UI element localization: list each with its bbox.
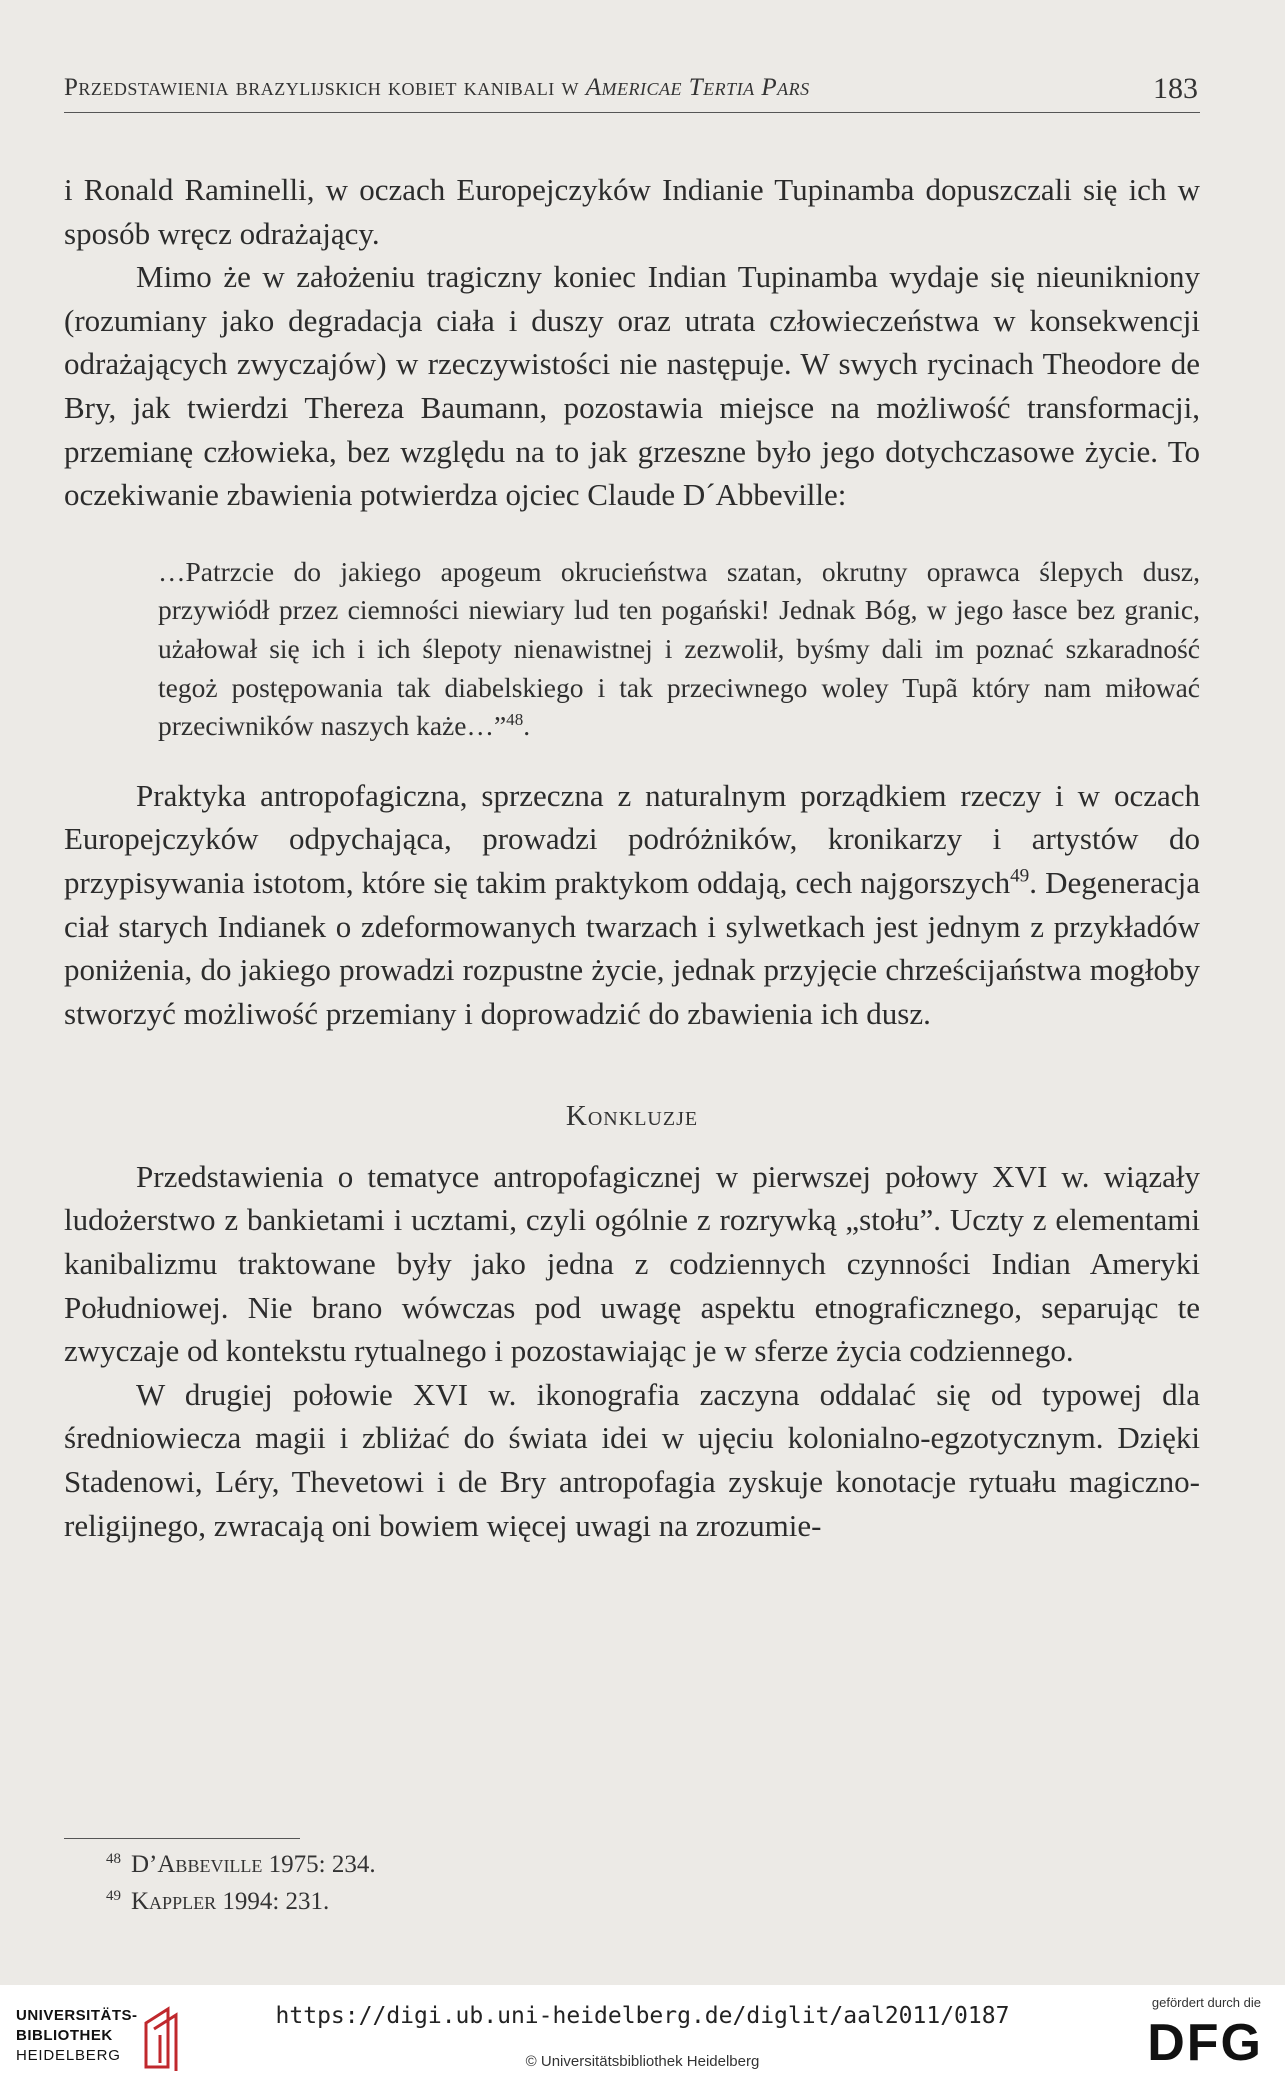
- footnote-ref: 1975: 234.: [262, 1851, 376, 1878]
- viewer-footer: [0, 1985, 1285, 2089]
- dfg-tagline: gefördert durch die: [1151, 1995, 1261, 2010]
- footnote-49: [106, 1883, 376, 1920]
- paragraph-3-text: Praktyka antropofagiczna, sprzeczna z naturalnym porządkiem rzeczy i w oczach Europejczyków odpychająca, prowadzi podróżników, kronikarzy i artystów do przypisywania istotom, które się takim praktykom oddają, cech najgorszych: [64, 777, 1200, 900]
- page-number: 183: [1153, 72, 1198, 105]
- footnote-number: 49: [106, 1887, 121, 1904]
- footnote-author: Kappler: [131, 1888, 217, 1915]
- permalink-url[interactable]: [0, 2003, 1285, 2029]
- running-head: [64, 70, 1200, 113]
- footnote-number: 48: [106, 1850, 121, 1867]
- footnote-author: D’Abbeville: [131, 1851, 263, 1878]
- permalink-link[interactable]: https://digi.ub.uni-heidelberg.de/diglit/aal2011/0187: [275, 2003, 1010, 2029]
- paragraph-3: [64, 774, 1200, 1036]
- library-logo-line2: BIBLIOTHEK: [16, 2027, 113, 2044]
- quote-text: …Patrzcie do jakiego apogeum okrucieństwa szatan, okrutny oprawca ślepych dusz, przywiódł przez ciemności niewiary lud ten pogański! Jednak Bóg, w jego łasce bez granic, użałował się ich i ich ślepoty nienawistnej i zezwolił, byśmy dali im poznać szkaradność tegoż postępowania tak diabelskiego i tak przeciwnego woley Tupã który nam miłować przeciwników naszych każe…”: [158, 555, 1200, 742]
- paragraph-1: i Ronald Raminelli, w oczach Europejczyków Indianie Tupinamba dopuszczali się ich w sposób wręcz odrażający.: [64, 172, 1200, 251]
- dfg-wordmark: DFG: [1147, 2014, 1263, 2072]
- running-title: [64, 74, 810, 102]
- paragraph-3-rest: . Degeneracja ciał starych Indianek o zdeformowanych twarzach i sylwetkach jest jednym z przykładów poniżenia, do jakiego prowadzi rozpustne życie, jednak przyjęcie chrześcijaństwa mogłoby stworzyć możliwość przemiany i doprowadzić do zbawienia ich dusz.: [64, 864, 1200, 1031]
- footnote-48: [106, 1846, 376, 1883]
- footnote-ref: 1994: 231.: [216, 1888, 330, 1915]
- section-heading: Konkluzje: [565, 1100, 699, 1133]
- running-title-main: Przedstawienia brazylijskich kobiet kanibali w: [64, 74, 586, 101]
- library-logo-line3: HEIDELBERG: [16, 2047, 121, 2064]
- paragraph-2: Mimo że w założeniu tragiczny koniec Indian Tupinamba wydaje się nieunikniony (rozumiany jako degradacja ciała i duszy oraz utrata człowieczeństwa w konsekwencji odrażających zwyczajów) w rzeczywistości nie następuje. W swych rycinach Theodore de Bry, jak twierdzi Thereza Baumann, pozostawia miejsce na możliwość transformacji, przemianę człowieka, bez względu na to jak grzeszne było jego dotychczasowe życie. To oczekiwanie zbawienia potwierdza ojciec Claude D´Abbeville:: [64, 259, 1200, 513]
- footnote-ref-49[interactable]: 49: [1010, 865, 1030, 887]
- footnotes: [106, 1846, 376, 1920]
- footnote-ref-48[interactable]: 48: [506, 709, 524, 729]
- body-text: [64, 168, 1200, 1547]
- block-quote: …Patrzcie do jakiego apogeum okrucieństwa szatan, okrutny oprawca ślepych dusz, przywiódł przez ciemności niewiary lud ten pogański! Jednak Bóg, w jego łasce bez granic, użałował się ich i ich ślepoty nienawistnej i zezwolił, byśmy dali im poznać szkaradność tegoż postępowania tak diabelskiego i tak przeciwnego woley Tupã który nam miłować przeciwników naszych każe…”$^{48}$.: [158, 555, 1200, 742]
- dfg-logo[interactable]: [1111, 1995, 1271, 2083]
- copyright-notice: © Universitätsbibliothek Heidelberg: [525, 2053, 760, 2070]
- library-logo-line1: UNIVERSITÄTS-: [16, 2007, 138, 2024]
- paragraph-4: Przedstawienia o tematyce antropofagicznej w pierwszej połowy XVI w. wiązały ludożerstwo z bankietami i ucztami, czyli ogólnie z rozrywką „stołu”. Uczty z elementami kanibalizmu traktowane były jako jedna z codziennych czynności Indian Ameryki Południowej. Nie brano wówczas pod uwagę aspektu etnograficznego, separując te zwyczaje od kontekstu rytualnego i pozostawiając je w sferze życia codziennego.: [64, 1158, 1200, 1369]
- running-title-italic: Americae Tertia Pars: [585, 74, 810, 101]
- footnote-divider: [64, 1838, 300, 1839]
- paragraph-5: W drugiej połowie XVI w. ikonografia zaczyna oddalać się od typowej dla średniowiecza magii i zbliżać do świata idei w ujęciu kolonialno-egzotycznym. Dzięki Stadenowi, Léry, Thevetowi i de Bry antropofagia zyskuje konotacje rytuału magiczno-religijnego, zwracają oni bowiem więcej uwagi na zrozumie-: [64, 1376, 1200, 1543]
